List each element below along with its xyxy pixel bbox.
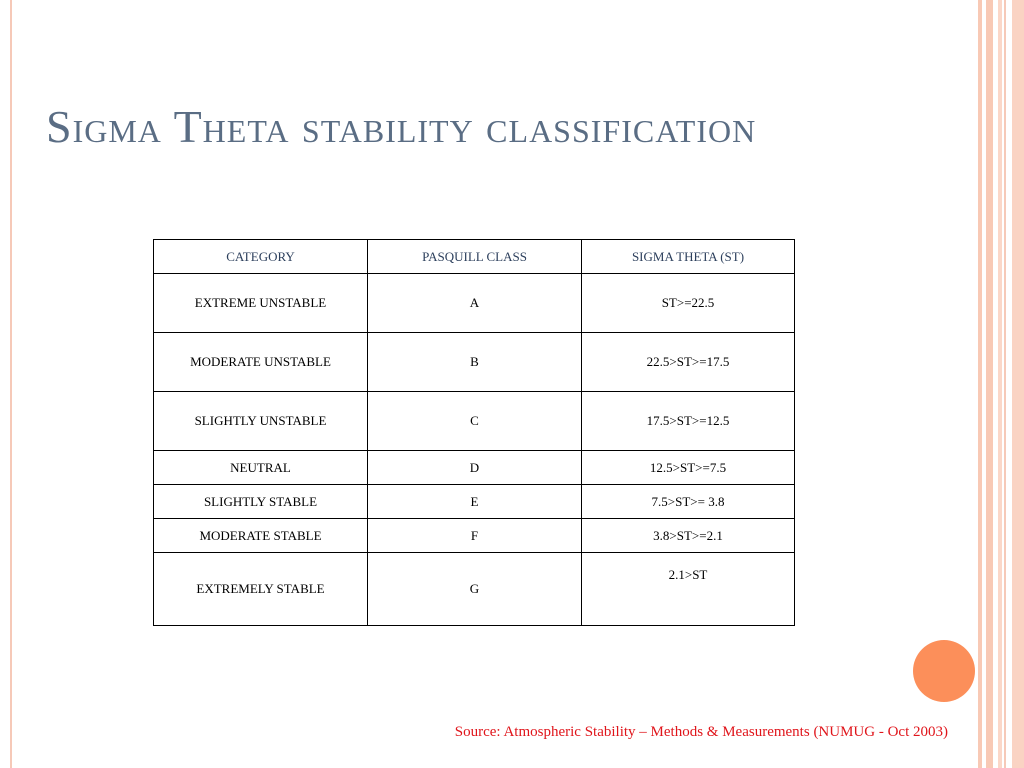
table-row [154,333,795,392]
cell-pasquill-class: C [368,392,582,451]
table-row [154,274,795,333]
cell-pasquill-class: A [368,274,582,333]
cell-sigma-theta: 7.5>ST>= 3.8 [582,485,795,519]
header-pasquill-class: PASQUILL CLASS [368,240,582,274]
cell-sigma-theta: 3.8>ST>=2.1 [582,519,795,553]
cell-sigma-theta: 12.5>ST>=7.5 [582,451,795,485]
cell-pasquill-class: F [368,519,582,553]
table-row [154,553,795,626]
decorative-stripe [998,0,1002,768]
cell-category: SLIGHTLY STABLE [154,485,368,519]
cell-pasquill-class: D [368,451,582,485]
table-header-row [154,240,795,274]
decorative-stripe [978,0,982,768]
cell-category: EXTREMELY STABLE [154,553,368,626]
cell-sigma-theta: 2.1>ST [582,553,795,626]
decorative-circle [913,640,975,702]
cell-pasquill-class: G [368,553,582,626]
table-row [154,451,795,485]
cell-sigma-theta: 22.5>ST>=17.5 [582,333,795,392]
cell-sigma-theta: ST>=22.5 [582,274,795,333]
cell-category: MODERATE UNSTABLE [154,333,368,392]
cell-category: MODERATE STABLE [154,519,368,553]
cell-category: EXTREME UNSTABLE [154,274,368,333]
table-row [154,519,795,553]
header-sigma-theta: SIGMA THETA (ST) [582,240,795,274]
header-category: CATEGORY [154,240,368,274]
cell-category: SLIGHTLY UNSTABLE [154,392,368,451]
source-citation: Source: Atmospheric Stability – Methods & Measurements (NUMUG - Oct 2003) [454,724,948,740]
cell-sigma-theta: 17.5>ST>=12.5 [582,392,795,451]
stability-table [153,239,795,626]
cell-category: NEUTRAL [154,451,368,485]
cell-pasquill-class: B [368,333,582,392]
decorative-stripe [986,0,993,768]
table-row [154,485,795,519]
decorative-stripe [1012,0,1024,768]
table-row [154,392,795,451]
cell-pasquill-class: E [368,485,582,519]
slide-title: Sigma Theta stability classification [46,101,757,152]
